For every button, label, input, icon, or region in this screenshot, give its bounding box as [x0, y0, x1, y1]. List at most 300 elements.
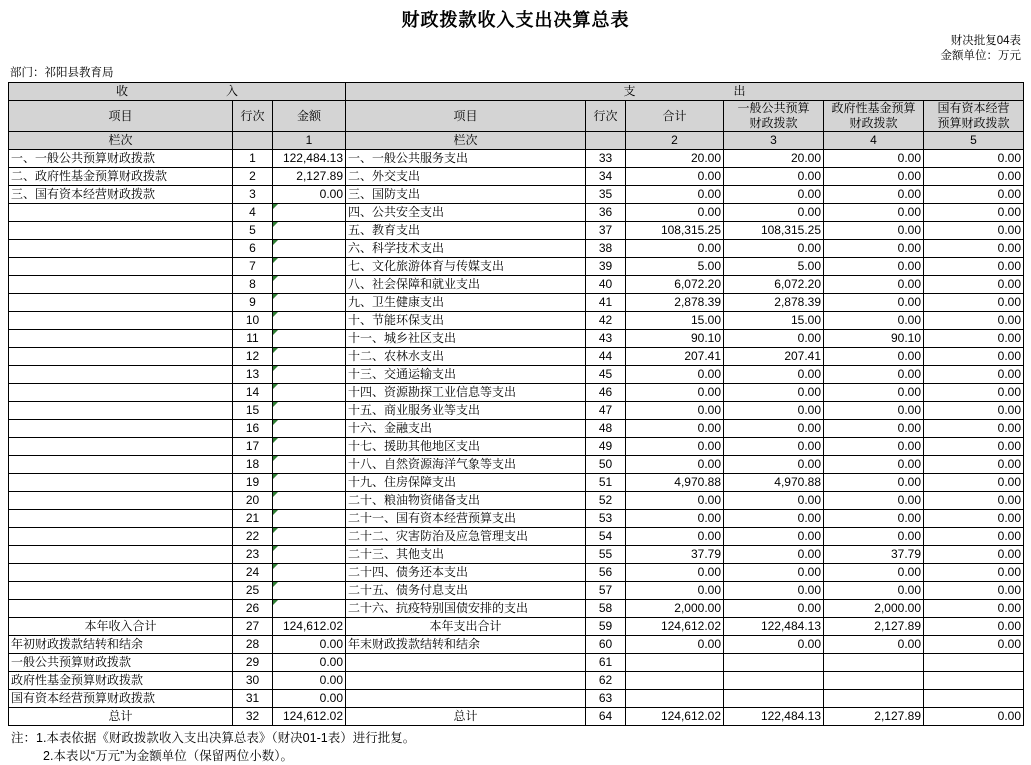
expense-total-cell: 0.00 [626, 492, 724, 510]
income-rowno-cell: 9 [233, 294, 273, 312]
income-item-cell [9, 204, 233, 222]
expense-rowno-cell: 46 [586, 384, 626, 402]
income-item-cell [9, 492, 233, 510]
income-amount-cell [273, 366, 346, 384]
expense-total-cell: 0.00 [626, 582, 724, 600]
income-item-cell [9, 312, 233, 330]
table-row [9, 600, 1024, 618]
income-amount-cell [273, 330, 346, 348]
department-label: 部门：祁阳县教育局 [10, 67, 114, 79]
table-body [9, 150, 1024, 726]
expense-state-capital-cell: 0.00 [924, 186, 1024, 204]
expense-total-cell [626, 690, 724, 708]
expense-gov-fund-cell: 90.10 [824, 330, 924, 348]
expense-gov-fund-cell: 0.00 [824, 240, 924, 258]
income-amount-cell: 124,612.02 [273, 618, 346, 636]
income-rowno-cell: 23 [233, 546, 273, 564]
expense-item-cell: 二十三、其他支出 [346, 546, 586, 564]
expense-item-cell: 年末财政拨款结转和结余 [346, 636, 586, 654]
table-row [9, 240, 1024, 258]
table-row [9, 528, 1024, 546]
expense-rowno-cell: 39 [586, 258, 626, 276]
income-amount-cell [273, 276, 346, 294]
income-rowno-cell: 4 [233, 204, 273, 222]
table-row [9, 546, 1024, 564]
expense-state-capital-cell: 0.00 [924, 582, 1024, 600]
income-amount-cell [273, 240, 346, 258]
expense-rowno-cell: 64 [586, 708, 626, 726]
income-rowno-cell: 26 [233, 600, 273, 618]
expense-item-cell: 二十五、债务付息支出 [346, 582, 586, 600]
expense-rowno-cell: 54 [586, 528, 626, 546]
footnote-2: 2.本表以“万元”为金额单位（保留两位小数）。 [43, 749, 294, 763]
expense-total-cell: 0.00 [626, 510, 724, 528]
expense-rowno-cell: 49 [586, 438, 626, 456]
expense-gov-fund-cell: 2,127.89 [824, 708, 924, 726]
income-item-cell [9, 258, 233, 276]
expense-rowno-cell: 41 [586, 294, 626, 312]
income-item-cell: 三、国有资本经营财政拨款 [9, 186, 233, 204]
expense-rowno-cell: 57 [586, 582, 626, 600]
expense-item-cell [346, 654, 586, 672]
expense-item-cell: 十三、交通运输支出 [346, 366, 586, 384]
expense-general-budget-cell: 0.00 [724, 330, 824, 348]
income-amount-cell [273, 294, 346, 312]
income-item-cell [9, 420, 233, 438]
table-row [9, 672, 1024, 690]
income-rowno-cell: 29 [233, 654, 273, 672]
expense-general-budget-cell [724, 654, 824, 672]
expense-total-cell: 5.00 [626, 258, 724, 276]
table-row [9, 438, 1024, 456]
income-item-cell: 总计 [9, 708, 233, 726]
expense-general-budget-cell: 108,315.25 [724, 222, 824, 240]
expense-general-budget-cell: 0.00 [724, 402, 824, 420]
expense-general-budget-cell [724, 690, 824, 708]
expense-state-capital-cell: 0.00 [924, 402, 1024, 420]
income-amount-cell [273, 474, 346, 492]
expense-state-capital-cell: 0.00 [924, 420, 1024, 438]
expense-total-cell: 0.00 [626, 240, 724, 258]
income-amount-cell [273, 348, 346, 366]
expense-gov-fund-cell: 0.00 [824, 294, 924, 312]
expense-colnum-label: 栏次 [346, 132, 586, 150]
expense-state-capital-cell: 0.00 [924, 618, 1024, 636]
expense-total-cell: 6,072.20 [626, 276, 724, 294]
expense-item-cell: 十、节能环保支出 [346, 312, 586, 330]
table-row [9, 384, 1024, 402]
table-row [9, 708, 1024, 726]
table-row [9, 168, 1024, 186]
financial-table [8, 82, 1024, 726]
expense-rowno-cell: 38 [586, 240, 626, 258]
expense-item-header: 项目 [346, 101, 586, 132]
table-row [9, 510, 1024, 528]
expense-total-cell: 0.00 [626, 168, 724, 186]
form-code: 财决批复04表 [950, 35, 1021, 47]
income-amount-header: 金额 [273, 101, 346, 132]
income-item-cell [9, 240, 233, 258]
income-rowno-cell: 32 [233, 708, 273, 726]
expense-state-capital-cell: 0.00 [924, 312, 1024, 330]
expense-total-cell: 0.00 [626, 204, 724, 222]
table-row [9, 222, 1024, 240]
table-row [9, 312, 1024, 330]
income-rowno-cell: 19 [233, 474, 273, 492]
expense-state-capital-cell: 0.00 [924, 456, 1024, 474]
expense-state-capital-cell: 0.00 [924, 204, 1024, 222]
table-group-header-row [9, 83, 1024, 101]
expense-item-cell: 二十六、抗疫特别国债安排的支出 [346, 600, 586, 618]
expense-total-cell: 124,612.02 [626, 708, 724, 726]
table-row [9, 420, 1024, 438]
income-item-cell [9, 582, 233, 600]
income-item-cell [9, 474, 233, 492]
table-row [9, 276, 1024, 294]
expense-colnum-blank [586, 132, 626, 150]
income-item-cell [9, 366, 233, 384]
expense-total-cell: 0.00 [626, 636, 724, 654]
income-rowno-cell: 15 [233, 402, 273, 420]
expense-gov-fund-cell: 37.79 [824, 546, 924, 564]
income-amount-cell [273, 582, 346, 600]
expense-item-cell: 八、社会保障和就业支出 [346, 276, 586, 294]
income-item-cell: 一、一般公共预算财政拨款 [9, 150, 233, 168]
expense-total-cell: 90.10 [626, 330, 724, 348]
income-item-cell: 国有资本经营预算财政拨款 [9, 690, 233, 708]
income-amount-cell: 0.00 [273, 654, 346, 672]
expense-item-cell: 二十二、灾害防治及应急管理支出 [346, 528, 586, 546]
expense-gov-fund-cell: 0.00 [824, 258, 924, 276]
expense-colnum-3: 3 [724, 132, 824, 150]
expense-gov-fund-cell: 0.00 [824, 510, 924, 528]
expense-group-header: 支 出 [346, 83, 1024, 101]
table-row [9, 366, 1024, 384]
expense-gov-fund-cell: 0.00 [824, 312, 924, 330]
income-item-cell [9, 402, 233, 420]
expense-item-cell: 十五、商业服务业等支出 [346, 402, 586, 420]
income-rowno-cell: 17 [233, 438, 273, 456]
expense-item-cell: 十二、农林水支出 [346, 348, 586, 366]
expense-item-cell: 十八、自然资源海洋气象等支出 [346, 456, 586, 474]
expense-total-cell: 0.00 [626, 420, 724, 438]
expense-item-cell: 一、一般公共服务支出 [346, 150, 586, 168]
expense-item-cell: 二十、粮油物资储备支出 [346, 492, 586, 510]
expense-general-budget-cell: 0.00 [724, 456, 824, 474]
expense-general-budget-cell: 0.00 [724, 492, 824, 510]
income-rowno-cell: 25 [233, 582, 273, 600]
table-row [9, 690, 1024, 708]
expense-item-cell: 六、科学技术支出 [346, 240, 586, 258]
expense-rowno-cell: 33 [586, 150, 626, 168]
form-meta [8, 34, 1023, 64]
expense-general-budget-cell: 2,878.39 [724, 294, 824, 312]
income-rowno-cell: 24 [233, 564, 273, 582]
expense-total-cell: 124,612.02 [626, 618, 724, 636]
expense-state-capital-cell: 0.00 [924, 348, 1024, 366]
expense-total-cell: 4,970.88 [626, 474, 724, 492]
income-rowno-cell: 1 [233, 150, 273, 168]
income-item-cell [9, 276, 233, 294]
unit-note: 金额单位：万元 [940, 50, 1021, 62]
expense-rowno-cell: 40 [586, 276, 626, 294]
footnote-1: 注：1.本表依据《财政拨款收入支出决算总表》（财决01-1表）进行批复。 [11, 731, 416, 745]
expense-total-cell: 2,878.39 [626, 294, 724, 312]
income-amount-cell: 122,484.13 [273, 150, 346, 168]
income-amount-cell [273, 546, 346, 564]
expense-state-capital-cell [924, 654, 1024, 672]
expense-gov-fund-cell: 0.00 [824, 582, 924, 600]
income-amount-cell [273, 456, 346, 474]
expense-state-capital-cell: 0.00 [924, 258, 1024, 276]
income-item-cell [9, 600, 233, 618]
income-item-cell [9, 294, 233, 312]
income-amount-cell [273, 600, 346, 618]
expense-general-budget-cell: 20.00 [724, 150, 824, 168]
expense-gov-fund-cell: 0.00 [824, 492, 924, 510]
expense-state-capital-cell: 0.00 [924, 546, 1024, 564]
income-rowno-cell: 20 [233, 492, 273, 510]
expense-state-capital-cell: 0.00 [924, 276, 1024, 294]
table-row [9, 582, 1024, 600]
expense-total-cell: 20.00 [626, 150, 724, 168]
expense-item-cell: 二、外交支出 [346, 168, 586, 186]
expense-rowno-cell: 47 [586, 402, 626, 420]
table-column-header-row [9, 101, 1024, 132]
expense-total-cell [626, 654, 724, 672]
expense-general-budget-cell: 0.00 [724, 240, 824, 258]
expense-state-capital-cell: 0.00 [924, 384, 1024, 402]
expense-state-capital-cell: 0.00 [924, 600, 1024, 618]
income-rowno-cell: 13 [233, 366, 273, 384]
expense-rowno-cell: 60 [586, 636, 626, 654]
income-item-cell [9, 456, 233, 474]
expense-state-capital-cell: 0.00 [924, 510, 1024, 528]
income-item-cell [9, 510, 233, 528]
expense-state-capital-cell: 0.00 [924, 438, 1024, 456]
expense-rowno-cell: 42 [586, 312, 626, 330]
expense-general-budget-cell: 0.00 [724, 204, 824, 222]
income-amount-cell [273, 258, 346, 276]
expense-total-cell: 0.00 [626, 186, 724, 204]
expense-state-capital-cell: 0.00 [924, 564, 1024, 582]
expense-colnum-2: 2 [626, 132, 724, 150]
expense-general-budget-cell: 0.00 [724, 600, 824, 618]
table-row [9, 258, 1024, 276]
income-rowno-cell: 5 [233, 222, 273, 240]
expense-gov-fund-cell: 2,000.00 [824, 600, 924, 618]
expense-total-cell: 37.79 [626, 546, 724, 564]
table-colnum-row [9, 132, 1024, 150]
income-amount-cell [273, 384, 346, 402]
expense-rowno-cell: 51 [586, 474, 626, 492]
expense-general-budget-cell: 0.00 [724, 564, 824, 582]
expense-total-cell [626, 672, 724, 690]
expense-general-budget-cell: 0.00 [724, 420, 824, 438]
table-row [9, 186, 1024, 204]
expense-general-budget-cell: 0.00 [724, 366, 824, 384]
expense-state-capital-cell: 0.00 [924, 150, 1024, 168]
expense-state-capital-cell: 0.00 [924, 168, 1024, 186]
income-rowno-cell: 8 [233, 276, 273, 294]
table-row [9, 294, 1024, 312]
expense-item-cell [346, 672, 586, 690]
income-rowno-cell: 30 [233, 672, 273, 690]
expense-item-cell: 二十一、国有资本经营预算支出 [346, 510, 586, 528]
income-colnum-blank [233, 132, 273, 150]
expense-rowno-cell: 36 [586, 204, 626, 222]
expense-rowno-cell: 34 [586, 168, 626, 186]
income-rowno-cell: 3 [233, 186, 273, 204]
expense-item-cell: 九、卫生健康支出 [346, 294, 586, 312]
expense-total-cell: 0.00 [626, 438, 724, 456]
income-item-cell: 一般公共预算财政拨款 [9, 654, 233, 672]
income-colnum-label: 栏次 [9, 132, 233, 150]
expense-total-cell: 15.00 [626, 312, 724, 330]
expense-general-budget-cell: 0.00 [724, 384, 824, 402]
income-item-cell [9, 528, 233, 546]
expense-item-cell: 十七、援助其他地区支出 [346, 438, 586, 456]
expense-state-capital-cell [924, 672, 1024, 690]
expense-general-budget-cell: 4,970.88 [724, 474, 824, 492]
income-rowno-cell: 11 [233, 330, 273, 348]
expense-general-budget-cell: 15.00 [724, 312, 824, 330]
expense-gov-fund-cell: 0.00 [824, 402, 924, 420]
expense-rowno-cell: 48 [586, 420, 626, 438]
table-row [9, 348, 1024, 366]
expense-colnum-5: 5 [924, 132, 1024, 150]
expense-state-capital-cell: 0.00 [924, 240, 1024, 258]
income-amount-cell [273, 204, 346, 222]
expense-total-cell: 0.00 [626, 384, 724, 402]
income-amount-cell [273, 312, 346, 330]
expense-item-cell: 七、文化旅游体育与传媒支出 [346, 258, 586, 276]
income-amount-cell [273, 402, 346, 420]
income-rowno-cell: 27 [233, 618, 273, 636]
expense-rowno-cell: 37 [586, 222, 626, 240]
income-colnum-1: 1 [273, 132, 346, 150]
expense-total-header: 合计 [626, 101, 724, 132]
expense-rowno-cell: 55 [586, 546, 626, 564]
expense-total-cell: 207.41 [626, 348, 724, 366]
expense-general-budget-cell: 122,484.13 [724, 618, 824, 636]
expense-total-cell: 0.00 [626, 456, 724, 474]
income-rowno-cell: 10 [233, 312, 273, 330]
expense-state-capital-cell: 0.00 [924, 294, 1024, 312]
expense-item-cell: 本年支出合计 [346, 618, 586, 636]
expense-general-budget-cell: 0.00 [724, 168, 824, 186]
income-rowno-cell: 28 [233, 636, 273, 654]
income-rowno-cell: 12 [233, 348, 273, 366]
expense-general-budget-cell [724, 672, 824, 690]
expense-rowno-cell: 43 [586, 330, 626, 348]
expense-gov-fund-cell: 0.00 [824, 438, 924, 456]
expense-item-cell: 十六、金融支出 [346, 420, 586, 438]
income-amount-cell [273, 492, 346, 510]
expense-total-cell: 0.00 [626, 366, 724, 384]
expense-rowno-cell: 52 [586, 492, 626, 510]
income-rowno-cell: 22 [233, 528, 273, 546]
income-item-cell [9, 564, 233, 582]
expense-gov-fund-cell: 0.00 [824, 150, 924, 168]
expense-general-budget-cell: 207.41 [724, 348, 824, 366]
expense-gov-fund-cell: 0.00 [824, 222, 924, 240]
table-row [9, 456, 1024, 474]
table-row [9, 654, 1024, 672]
income-item-cell [9, 330, 233, 348]
expense-general-budget-header: 一般公共预算 财政拨款 [724, 101, 824, 132]
income-amount-cell [273, 222, 346, 240]
expense-gov-fund-cell: 0.00 [824, 168, 924, 186]
expense-rowno-cell: 56 [586, 564, 626, 582]
expense-gov-fund-cell: 0.00 [824, 276, 924, 294]
income-amount-cell [273, 528, 346, 546]
income-item-cell: 政府性基金预算财政拨款 [9, 672, 233, 690]
expense-state-capital-cell: 0.00 [924, 330, 1024, 348]
expense-general-budget-cell: 0.00 [724, 528, 824, 546]
expense-total-cell: 2,000.00 [626, 600, 724, 618]
expense-state-capital-cell: 0.00 [924, 528, 1024, 546]
expense-item-cell: 四、公共安全支出 [346, 204, 586, 222]
expense-gov-fund-cell [824, 654, 924, 672]
income-item-cell [9, 384, 233, 402]
income-rowno-cell: 7 [233, 258, 273, 276]
income-rowno-cell: 16 [233, 420, 273, 438]
income-amount-cell [273, 438, 346, 456]
income-item-cell [9, 222, 233, 240]
income-amount-cell: 0.00 [273, 672, 346, 690]
income-rowno-cell: 18 [233, 456, 273, 474]
expense-state-capital-cell: 0.00 [924, 708, 1024, 726]
expense-general-budget-cell: 5.00 [724, 258, 824, 276]
expense-general-budget-cell: 0.00 [724, 546, 824, 564]
expense-state-capital-header: 国有资本经营 预算财政拨款 [924, 101, 1024, 132]
expense-rowno-cell: 58 [586, 600, 626, 618]
income-item-header: 项目 [9, 101, 233, 132]
expense-gov-fund-header: 政府性基金预算 财政拨款 [824, 101, 924, 132]
expense-item-cell: 五、教育支出 [346, 222, 586, 240]
expense-gov-fund-cell: 0.00 [824, 384, 924, 402]
expense-rowno-cell: 59 [586, 618, 626, 636]
expense-general-budget-cell: 0.00 [724, 636, 824, 654]
expense-total-cell: 0.00 [626, 402, 724, 420]
income-amount-cell: 124,612.02 [273, 708, 346, 726]
income-amount-cell: 2,127.89 [273, 168, 346, 186]
expense-gov-fund-cell: 0.00 [824, 456, 924, 474]
footnotes [8, 726, 1023, 765]
expense-gov-fund-cell: 0.00 [824, 420, 924, 438]
expense-state-capital-cell: 0.00 [924, 474, 1024, 492]
income-amount-cell [273, 420, 346, 438]
table-row [9, 474, 1024, 492]
expense-item-cell: 总计 [346, 708, 586, 726]
expense-item-cell: 十九、住房保障支出 [346, 474, 586, 492]
income-rowno-header: 行次 [233, 101, 273, 132]
table-row [9, 564, 1024, 582]
expense-rowno-cell: 61 [586, 654, 626, 672]
expense-rowno-cell: 63 [586, 690, 626, 708]
expense-general-budget-cell: 0.00 [724, 186, 824, 204]
income-amount-cell [273, 564, 346, 582]
income-amount-cell [273, 510, 346, 528]
income-group-header: 收 入 [9, 83, 346, 101]
income-item-cell [9, 348, 233, 366]
expense-gov-fund-cell [824, 672, 924, 690]
expense-gov-fund-cell: 0.00 [824, 348, 924, 366]
expense-item-cell: 三、国防支出 [346, 186, 586, 204]
income-item-cell [9, 546, 233, 564]
table-row [9, 402, 1024, 420]
